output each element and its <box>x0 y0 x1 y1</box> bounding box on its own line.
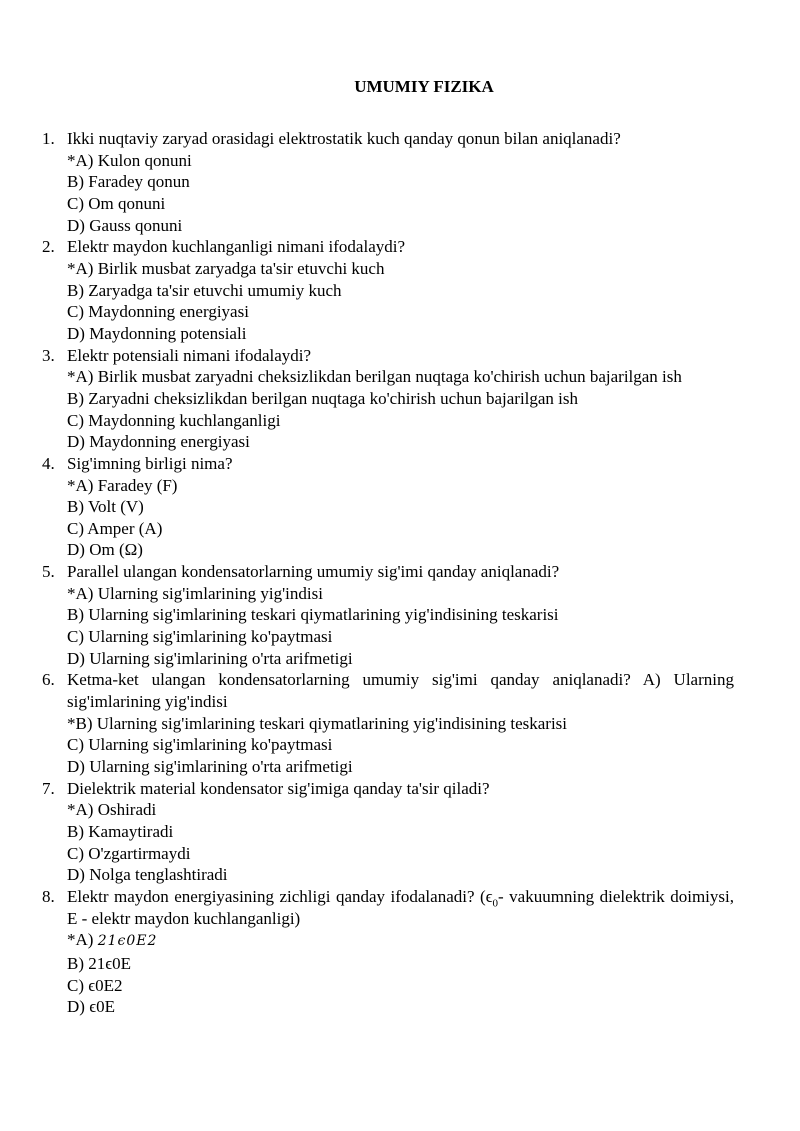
answer-option: *A) Oshiradi <box>67 800 157 820</box>
answer-option: B) Faradey qonun <box>67 172 190 192</box>
answer-option: C) Om qonuni <box>67 193 166 213</box>
answer-option: B) Ularning sig'imlarining teskari qiymatlarining yig'indisining teskarisi <box>67 605 559 625</box>
answer-option: C) Amper (A) <box>67 518 163 538</box>
answer-option: B) Kamaytiradi <box>67 822 174 841</box>
question-number: 4. <box>42 453 55 473</box>
answer-option: D) Maydonning potensiali <box>67 323 247 343</box>
answer-option: D) ϵ0E <box>67 997 115 1017</box>
question-text: Ketma-ket ulangan kondensatorlarning umumiy sig'imi qanday aniqlanadi? A) Ularning sig'imlarining yig'indisi <box>67 670 734 712</box>
option-label: *A) <box>67 930 98 950</box>
answer-option: *A) Faradey (F) <box>67 475 178 495</box>
answer-option: *A) Birlik musbat zaryadni cheksizlikdan berilgan nuqtaga ko'chirish uchun bajarilgan ish <box>67 367 682 387</box>
answer-option <box>67 929 734 953</box>
question-5 <box>42 561 734 669</box>
question-number: 1. <box>42 129 55 148</box>
answer-option: D) Ularning sig'imlarining o'rta arifmetigi <box>67 648 353 668</box>
answer-option: B) Zaryadni cheksizlikdan berilgan nuqtaga ko'chirish uchun bajarilgan ish <box>67 388 579 408</box>
question-text: Elektr maydon kuchlanganligi nimani ifodalaydi? <box>67 237 406 257</box>
question-number: 5. <box>42 562 55 582</box>
question-8 <box>42 886 734 1018</box>
answer-option: *A) Birlik musbat zaryadga ta'sir etuvchi kuch <box>67 258 385 278</box>
answer-option: D) Om (Ω) <box>67 540 143 560</box>
answer-option: D) Ularning sig'imlarining o'rta arifmetigi <box>67 757 353 777</box>
question-number: 3. <box>42 345 55 365</box>
answer-option: B) Zaryadga ta'sir etuvchi umumiy kuch <box>67 280 342 300</box>
answer-option: C) Maydonning energiyasi <box>67 302 249 322</box>
question-3 <box>42 345 734 453</box>
answer-option: C) ϵ0E2 <box>67 975 123 995</box>
question-text <box>67 886 734 929</box>
epsilon-subscript: 0 <box>492 897 499 910</box>
answer-option: *A) Kulon qonuni <box>67 150 192 170</box>
question-4 <box>42 453 734 561</box>
question-text-main: Elektr maydon energiyasining zichligi qanday ifodalanadi? (ϵ <box>67 886 493 906</box>
energy-density-formula: 21ϵ0E2 <box>97 933 158 950</box>
question-1 <box>42 128 734 236</box>
question-text: Parallel ulangan kondensatorlarning umumiy sig'imi qanday aniqlanadi? <box>67 562 560 582</box>
question-text-rest: - vakuumning dielektrik doimiysi, E - elektr maydon kuchlanganligi) <box>67 886 734 928</box>
question-number: 2. <box>42 237 55 257</box>
answer-option: B) 21ϵ0E <box>67 953 132 973</box>
question-7 <box>42 778 734 886</box>
answer-option: C) O'zgartirmaydi <box>67 843 191 863</box>
question-number: 6. <box>42 670 55 690</box>
document-title: UMUMIY FIZIKA <box>354 77 494 96</box>
answer-option: D) Gauss qonuni <box>67 215 183 235</box>
question-text: Sig'imning birligi nima? <box>67 453 233 473</box>
question-6 <box>42 669 734 777</box>
answer-option: C) Ularning sig'imlarining ko'paytmasi <box>67 627 333 647</box>
answer-option: *B) Ularning sig'imlarining teskari qiymatlarining yig'indisining teskarisi <box>67 713 568 733</box>
question-number: 7. <box>42 778 55 798</box>
question-2 <box>42 236 734 344</box>
answer-option: C) Ularning sig'imlarining ko'paytmasi <box>67 735 333 755</box>
answer-option: C) Maydonning kuchlanganligi <box>67 410 281 430</box>
answer-option: B) Volt (V) <box>67 497 144 517</box>
question-list <box>42 128 734 1018</box>
question-text: Ikki nuqtaviy zaryad orasidagi elektrostatik kuch qanday qonun bilan aniqlanadi? <box>67 129 621 148</box>
question-text: Elektr potensiali nimani ifodalaydi? <box>67 345 312 365</box>
question-number: 8. <box>42 886 55 906</box>
answer-option: D) Nolga tenglashtiradi <box>67 865 228 885</box>
answer-option: *A) Ularning sig'imlarining yig'indisi <box>67 583 323 603</box>
answer-option: D) Maydonning energiyasi <box>67 432 250 452</box>
question-text: Dielektrik material kondensator sig'imiga qanday ta'sir qiladi? <box>67 778 490 798</box>
